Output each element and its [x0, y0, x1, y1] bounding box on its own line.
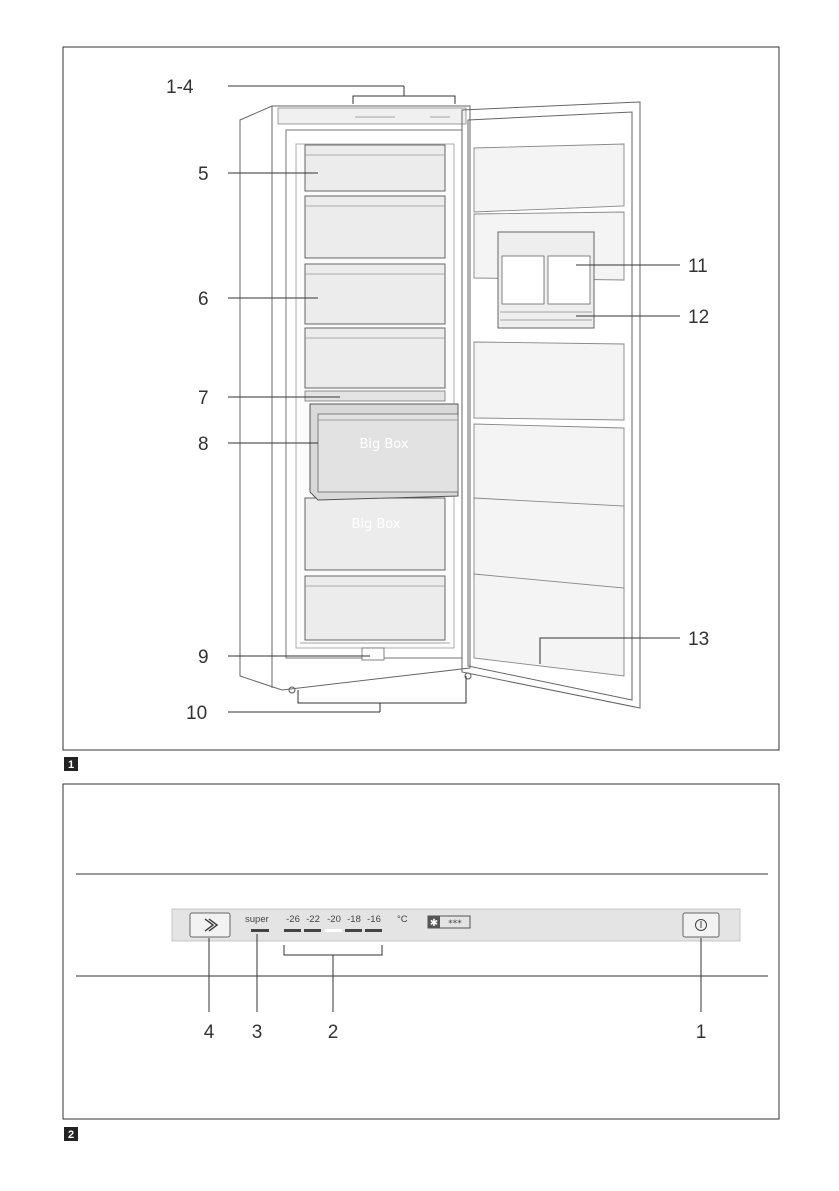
temp-indicator-16	[365, 929, 382, 932]
figure-1-number: 1	[67, 759, 75, 771]
temp-label-20: -20	[327, 914, 341, 925]
temp-indicator-22	[304, 929, 321, 932]
super-label: super	[245, 914, 269, 925]
callout-2: 2	[327, 1022, 339, 1043]
temp-indicator-18	[345, 929, 362, 932]
power-button[interactable]	[683, 913, 719, 937]
callout-3: 3	[251, 1022, 263, 1043]
super-indicator	[251, 929, 269, 932]
figure-2-leader-lines	[209, 934, 701, 1012]
callout-7: 7	[198, 388, 209, 409]
temp-label-18: -18	[347, 914, 361, 925]
callout-1-4: 1-4	[166, 77, 194, 98]
callout-5: 5	[198, 164, 209, 185]
callout-4: 4	[203, 1022, 215, 1043]
snowflake-icon: ✱	[429, 918, 439, 929]
figure-2-frame	[63, 784, 779, 1119]
temp-label-26: -26	[286, 914, 300, 925]
star-rating-text: ***	[448, 919, 462, 929]
callout-8: 8	[198, 434, 209, 455]
temp-label-22: -22	[306, 914, 320, 925]
big-box-label-lower: Big Box	[351, 517, 401, 532]
select-button[interactable]	[190, 913, 230, 937]
callout-12: 12	[688, 307, 710, 328]
figure-2-number: 2	[67, 1129, 75, 1141]
freezer-illustration	[240, 102, 640, 708]
callout-9: 9	[198, 647, 209, 668]
callout-6: 6	[198, 289, 209, 310]
callout-10: 10	[186, 703, 208, 724]
callout-11: 11	[688, 256, 708, 277]
temp-indicator-20-active	[325, 929, 342, 932]
callout-13: 13	[688, 629, 710, 650]
callout-1: 1	[695, 1022, 707, 1043]
temp-indicator-26	[284, 929, 301, 932]
temp-unit: °C	[397, 914, 408, 925]
temp-label-16: -16	[367, 914, 381, 925]
big-box-label-upper: Big Box	[359, 437, 409, 452]
